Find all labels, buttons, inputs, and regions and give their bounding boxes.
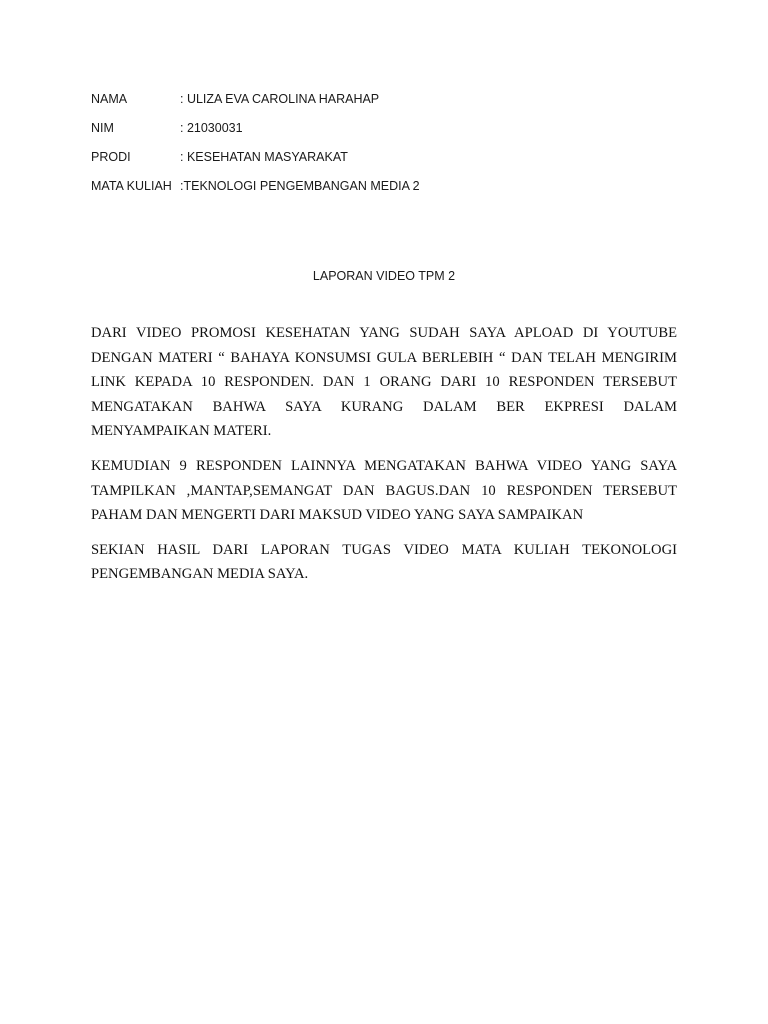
mata-kuliah-label: MATA KULIAH: [91, 179, 172, 193]
nama-label: NAMA: [91, 92, 128, 106]
nim-value: : 21030031: [180, 121, 243, 135]
report-body: [91, 321, 677, 597]
info-row-nama: [91, 92, 420, 121]
student-info: [91, 92, 420, 208]
prodi-label: PRODI: [91, 150, 131, 164]
paragraph-3: SEKIAN HASIL DARI LAPORAN TUGAS VIDEO MATA KULIAH TEKONOLOGI PENGEMBANGAN MEDIA SAYA.: [91, 541, 677, 583]
info-row-nim: [91, 121, 420, 150]
nim-label: NIM: [91, 121, 114, 135]
paragraph-1: DARI VIDEO PROMOSI KESEHATAN YANG SUDAH SAYA APLOAD DI YOUTUBE DENGAN MATERI “ BAHAYA KONSUMSI GULA BERLEBIH “ DAN TELAH MENGIRIM LINK KEPADA 10 RESPONDEN. DAN 1 ORANG DARI 10 RESPONDEN TERSEBUT MENGATAKAN BAHWA SAYA KURANG DALAM BER EKPRESI DALAM MENYAMPAIKAN MATERI.: [91, 325, 677, 440]
mata-kuliah-value: :TEKNOLOGI PENGEMBANGAN MEDIA 2: [180, 179, 420, 193]
nama-value: : ULIZA EVA CAROLINA HARAHAP: [180, 92, 380, 106]
paragraph-2: KEMUDIAN 9 RESPONDEN LAINNYA MENGATAKAN BAHWA VIDEO YANG SAYA TAMPILKAN ,MANTAP,SEMANGAT DAN BAGUS.DAN 10 RESPONDEN TERSEBUT PAHAM DAN MENGERTI DARI MAKSUD VIDEO YANG SAYA SAMPAIKAN: [91, 457, 677, 524]
report-title: LAPORAN VIDEO TPM 2: [312, 269, 456, 283]
info-row-mata-kuliah: [91, 179, 420, 208]
info-row-prodi: [91, 150, 420, 179]
prodi-value: : KESEHATAN MASYARAKAT: [180, 150, 348, 164]
